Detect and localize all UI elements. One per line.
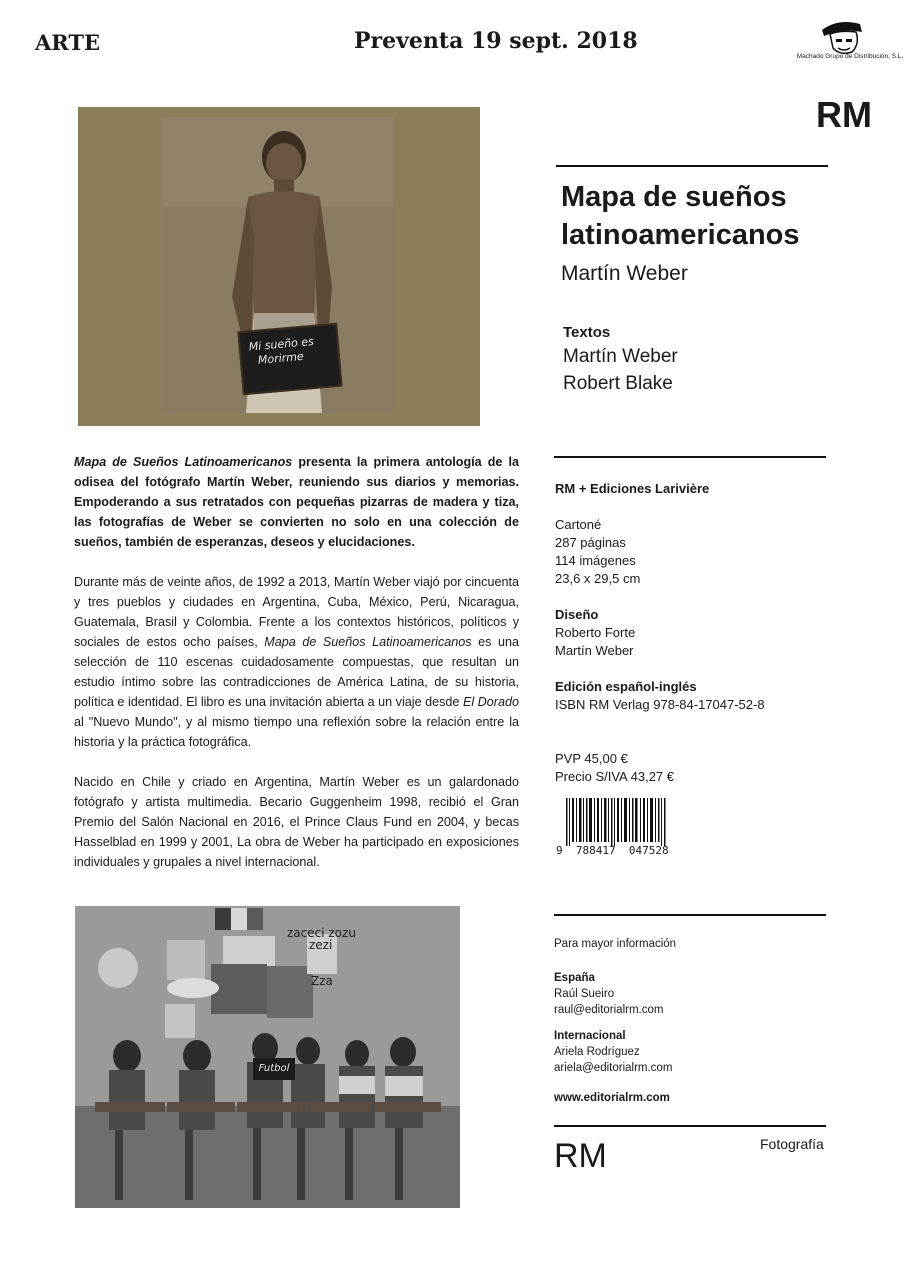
- contact-intl-name: Ariela Rodríguez: [554, 1046, 640, 1058]
- contact-spain-label: España: [554, 972, 595, 984]
- spec-isbn: ISBN RM Verlag 978-84-17047-52-8: [555, 697, 765, 712]
- spec-size: 23,6 x 29,5 cm: [555, 571, 641, 586]
- divider: [556, 165, 828, 167]
- spec-publisher: RM + Ediciones Larivière: [555, 481, 710, 496]
- texts-author: Martín Weber: [563, 346, 678, 367]
- wall-text: Zza: [311, 974, 333, 988]
- divider: [554, 456, 826, 458]
- spec-designer: Martín Weber: [555, 643, 634, 658]
- footer-mark: RM: [554, 1137, 607, 1175]
- spec-pvp: PVP 45,00 €: [555, 751, 628, 766]
- contact-spain-email[interactable]: raul@editorialrm.com: [554, 1004, 664, 1016]
- spec-pages: 287 páginas: [555, 535, 626, 550]
- contact-spain-name: Raúl Sueiro: [554, 988, 615, 1000]
- description-paragraph: Mapa de Sueños Latinoamericanos presenta la primera antología de la odisea del fotógrafo Martín Weber, reuniendo sus diarios y memorias. Empoderando a sus retratados con pequeñas pizarras de madera y tiza, las fotografías de Weber se convierten no solo en una colección de sueños, también de esperanzas, deseos y elucidaciones.: [74, 455, 519, 549]
- contact-intl-email[interactable]: ariela@editorialrm.com: [554, 1062, 673, 1074]
- chalkboard: [237, 323, 342, 395]
- spec-binding: Cartoné: [555, 517, 602, 532]
- barcode-digits: 9 788417 047528: [556, 844, 669, 857]
- texts-label: Textos: [563, 324, 611, 341]
- category-label: Fotografía: [760, 1136, 824, 1152]
- presale-date: Preventa 19 sept. 2018: [354, 28, 638, 54]
- spec-edition-label: Edición español-inglés: [555, 679, 697, 694]
- description-paragraph: Durante más de veinte años, de 1992 a 2013, Martín Weber viajó por cincuenta y tres pueblos y ciudades en Argentina, Cuba, México, Perú, Nicaragua, Guatemala, Brasil y Colombia. Frente a los contextos históricos, políticos y sociales de estos ocho países, Mapa de Sueños Latinoamericanos es una selección de 110 escenas cuidadosamente compuestas, que resultan un estudio íntimo sobre las contradicciones de América Latina, de su historia, política e identidad. El libro es una invitación abierta a un viaje desde El Dorado al "Nuevo Mundo", y al mismo tiempo una reflexión sobre la relación entre la historia y la práctica fotográfica.: [74, 575, 519, 749]
- description: [74, 452, 519, 892]
- book-title-line: latinoamericanos: [561, 219, 800, 251]
- spec-designer: Roberto Forte: [555, 625, 636, 640]
- chalkboard-line: Mi sueño es: [248, 334, 315, 354]
- book-specs: [555, 480, 835, 804]
- book-author: Martín Weber: [561, 262, 688, 285]
- book-title-italic: Mapa de Sueños Latinoamericanos: [264, 635, 472, 649]
- website-link[interactable]: www.editorialrm.com: [554, 1092, 670, 1104]
- spec-design-label: Diseño: [555, 607, 599, 622]
- section-label: ARTE: [35, 30, 101, 55]
- cover-photo: [162, 117, 394, 413]
- divider: [554, 1125, 826, 1127]
- spec-price-no-vat: Precio S/IVA 43,27 €: [555, 769, 674, 784]
- spec-images: 114 imágenes: [555, 553, 636, 568]
- contact-intro: Para mayor información: [554, 938, 677, 950]
- contact-info: [554, 936, 834, 1106]
- book-title: [561, 178, 861, 254]
- divider: [554, 914, 826, 916]
- classroom-chalkboard: Futbol: [253, 1058, 295, 1080]
- wall-text: zezi: [309, 938, 333, 952]
- publisher-mark: RM: [816, 94, 872, 135]
- book-title-italic: Mapa de Sueños Latinoamericanos: [74, 455, 293, 469]
- place-italic: El Dorado: [462, 695, 519, 709]
- description-paragraph: Nacido en Chile y criado en Argentina, Martín Weber es un galardonado fotógrafo y artista multimedia. Becario Guggenheim 1998, recibió el Gran Premio del Salón Nacional en 2016, el Prince Claus Fund en 2004, y becas Hasselblad en 1999 y 2001, La obra de Weber ha participado en exposiciones individuales y grupales a nivel internacional.: [74, 775, 519, 869]
- classroom-photo: [75, 906, 460, 1208]
- book-title-line: Mapa de sueños: [561, 181, 787, 213]
- wall-text: zaceci zozu: [287, 926, 356, 940]
- texts-author: Robert Blake: [563, 373, 673, 394]
- contact-intl-label: Internacional: [554, 1030, 626, 1042]
- logo-caption: Machado Grupo de Distribución, S.L.: [796, 53, 904, 60]
- chalkboard-line: Morirme: [257, 349, 305, 367]
